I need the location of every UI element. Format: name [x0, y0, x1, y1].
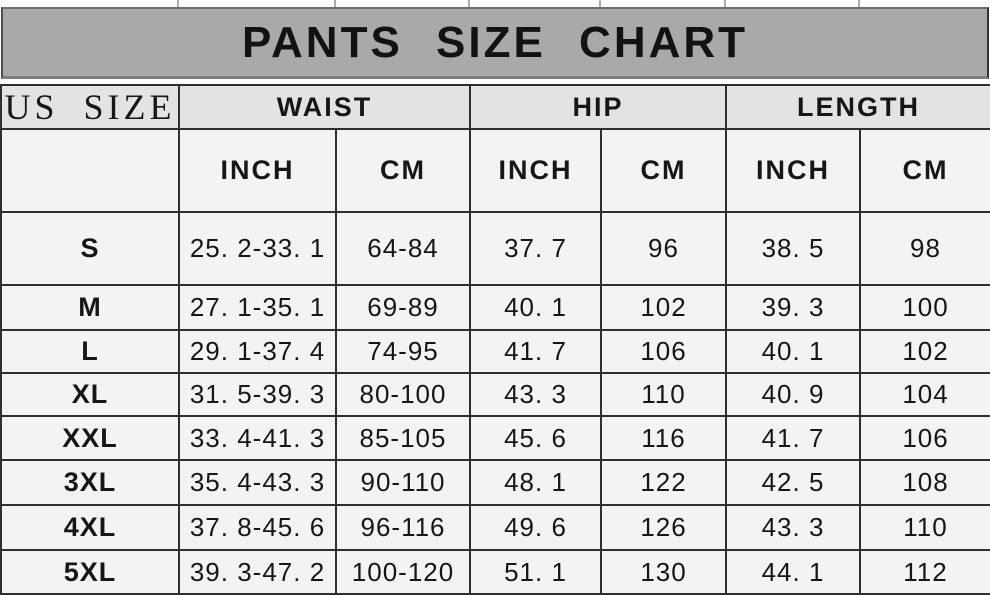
- us-size-header: US SIZE: [1, 85, 179, 129]
- waist-group-header: WAIST: [179, 85, 470, 129]
- size-label: XXL: [1, 416, 179, 460]
- grid-tick: [468, 0, 470, 7]
- page-title: PANTS SIZE CHART: [241, 17, 749, 67]
- cell-value: 41. 7: [470, 330, 601, 373]
- cell-value: 33. 4-41. 3: [179, 416, 336, 460]
- cell-value: 51. 1: [470, 550, 601, 594]
- size-label: 4XL: [1, 505, 179, 550]
- cell-value: 104: [860, 373, 990, 416]
- cell-value: 45. 6: [470, 416, 601, 460]
- unit-header-row: [1, 129, 990, 212]
- cropped-table-edge: [0, 0, 990, 7]
- cell-value: 42. 5: [726, 460, 860, 505]
- cell-value: 126: [601, 505, 726, 550]
- cell-value: 43. 3: [470, 373, 601, 416]
- table-row: [1, 373, 990, 416]
- cell-value: 37. 7: [470, 212, 601, 285]
- cell-value: 90-110: [336, 460, 470, 505]
- cell-value: 130: [601, 550, 726, 594]
- cell-value: 27. 1-35. 1: [179, 285, 336, 330]
- grid-tick: [724, 0, 726, 7]
- cell-value: 98: [860, 212, 990, 285]
- table-row: [1, 460, 990, 505]
- cell-value: 31. 5-39. 3: [179, 373, 336, 416]
- cell-value: 108: [860, 460, 990, 505]
- cell-value: 25. 2-33. 1: [179, 212, 336, 285]
- size-label: 5XL: [1, 550, 179, 594]
- hip-group-header: HIP: [470, 85, 726, 129]
- cell-value: 40. 1: [470, 285, 601, 330]
- cell-value: 41. 7: [726, 416, 860, 460]
- length-inch-header: INCH: [726, 129, 860, 212]
- title-bar: [1, 7, 989, 79]
- table-row: [1, 212, 990, 285]
- cell-value: 85-105: [336, 416, 470, 460]
- group-header-row: [1, 85, 990, 129]
- size-label: 3XL: [1, 460, 179, 505]
- grid-tick: [334, 0, 336, 7]
- cell-value: 100-120: [336, 550, 470, 594]
- cell-value: 64-84: [336, 212, 470, 285]
- cell-value: 80-100: [336, 373, 470, 416]
- cell-value: 29. 1-37. 4: [179, 330, 336, 373]
- hip-inch-header: INCH: [470, 129, 601, 212]
- grid-tick: [177, 0, 179, 7]
- size-label: S: [1, 212, 179, 285]
- length-group-header: LENGTH: [726, 85, 990, 129]
- waist-cm-header: CM: [336, 129, 470, 212]
- size-label: XL: [1, 373, 179, 416]
- cell-value: 102: [860, 330, 990, 373]
- waist-inch-header: INCH: [179, 129, 336, 212]
- cell-value: 40. 1: [726, 330, 860, 373]
- empty-corner-cell: [1, 129, 179, 212]
- cell-value: 106: [860, 416, 990, 460]
- cell-value: 116: [601, 416, 726, 460]
- size-label: L: [1, 330, 179, 373]
- cell-value: 112: [860, 550, 990, 594]
- cell-value: 37. 8-45. 6: [179, 505, 336, 550]
- cell-value: 122: [601, 460, 726, 505]
- size-chart-table: [0, 84, 990, 595]
- table-row: [1, 505, 990, 550]
- cell-value: 110: [601, 373, 726, 416]
- length-cm-header: CM: [860, 129, 990, 212]
- cell-value: 48. 1: [470, 460, 601, 505]
- hip-cm-header: CM: [601, 129, 726, 212]
- table-row: [1, 285, 990, 330]
- cell-value: 39. 3-47. 2: [179, 550, 336, 594]
- size-label: M: [1, 285, 179, 330]
- cell-value: 102: [601, 285, 726, 330]
- table-row: [1, 416, 990, 460]
- cell-value: 39. 3: [726, 285, 860, 330]
- table-body: [1, 212, 990, 594]
- cell-value: 35. 4-43. 3: [179, 460, 336, 505]
- table-row: [1, 330, 990, 373]
- cell-value: 110: [860, 505, 990, 550]
- cell-value: 96-116: [336, 505, 470, 550]
- cell-value: 96: [601, 212, 726, 285]
- cell-value: 74-95: [336, 330, 470, 373]
- cell-value: 106: [601, 330, 726, 373]
- cell-value: 69-89: [336, 285, 470, 330]
- cell-value: 43. 3: [726, 505, 860, 550]
- table-row: [1, 550, 990, 594]
- cell-value: 49. 6: [470, 505, 601, 550]
- grid-tick: [599, 0, 601, 7]
- cell-value: 38. 5: [726, 212, 860, 285]
- grid-tick: [858, 0, 860, 7]
- cell-value: 40. 9: [726, 373, 860, 416]
- cell-value: 100: [860, 285, 990, 330]
- cell-value: 44. 1: [726, 550, 860, 594]
